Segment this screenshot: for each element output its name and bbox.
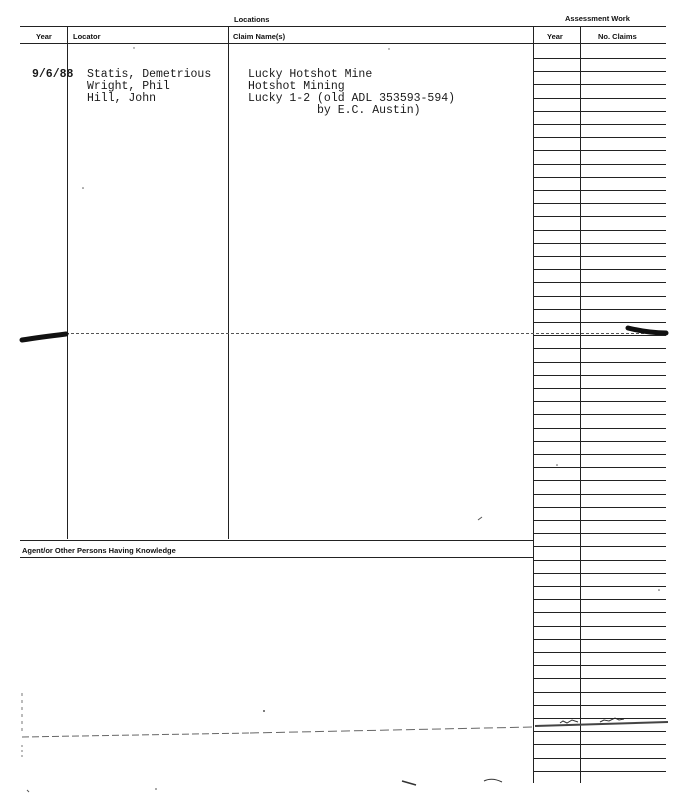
claim-names-column-header: Claim Name(s): [233, 32, 286, 41]
agent-header-rule: [20, 557, 534, 558]
assessment-row-rule: [534, 441, 666, 442]
assessment-row-rule: [534, 626, 666, 627]
assessment-row-rule: [534, 71, 666, 72]
assessment-row-rule: [534, 124, 666, 125]
assessment-row-rule: [534, 428, 666, 429]
agent-label: Agent/or Other Persons Having Knowledge: [22, 546, 176, 555]
assessment-row-rule: [534, 573, 666, 574]
assessment-row-rule: [534, 520, 666, 521]
assessment-row-rule: [534, 98, 666, 99]
assessment-work-header: Assessment Work: [565, 14, 630, 23]
assessment-row-rule: [534, 111, 666, 112]
assessment-row-rule: [534, 454, 666, 455]
assessment-row-rule: [534, 507, 666, 508]
assessment-row-rule: [534, 612, 666, 613]
claim-name: Lucky Hotshot Mine: [248, 68, 373, 81]
assessment-row-rule: [534, 652, 666, 653]
assessment-row-rule: [534, 758, 666, 759]
assessment-row-rule: [534, 177, 666, 178]
assessment-row-rule: [534, 480, 666, 481]
assessment-row-rule: [534, 401, 666, 402]
assessment-row-rule: [534, 599, 666, 600]
assessment-row-rule: [534, 678, 666, 679]
locations-header: Locations: [234, 15, 270, 24]
year-column-header: Year: [36, 32, 52, 41]
assessment-row-rule: [534, 348, 666, 349]
assessment-row-rule: [534, 269, 666, 270]
assessment-row-rule: [534, 309, 666, 310]
assessment-row-rule: [534, 216, 666, 217]
assessment-row-rule: [534, 137, 666, 138]
assessment-row-rule: [534, 335, 666, 336]
claim-name: by E.C. Austin): [248, 104, 421, 117]
assessment-row-rule: [534, 375, 666, 376]
assessment-row-rule: [534, 282, 666, 283]
assessment-row-rule: [534, 533, 666, 534]
assessment-row-rule: [534, 731, 666, 732]
assessment-row-rule: [534, 414, 666, 415]
aw-year-column-header: Year: [547, 32, 563, 41]
assessment-row-rule: [534, 362, 666, 363]
locator-column-header: Locator: [73, 32, 101, 41]
assessment-row-rule: [534, 203, 666, 204]
assessment-row-rule: [534, 150, 666, 151]
assessment-row-rule: [534, 494, 666, 495]
assessment-row-rule: [534, 560, 666, 561]
aw-no-claims-column-header: No. Claims: [598, 32, 637, 41]
assessment-row-rule: [534, 467, 666, 468]
locator-name: Wright, Phil: [87, 80, 170, 93]
agent-top-rule: [20, 540, 534, 541]
assessment-row-rule: [534, 58, 666, 59]
assessment-row-rule: [534, 665, 666, 666]
assessment-row-rule: [534, 744, 666, 745]
assessment-row-rule: [534, 388, 666, 389]
assessment-row-rule: [534, 190, 666, 191]
assessment-row-rule: [534, 84, 666, 85]
assessment-row-rule: [534, 546, 666, 547]
locator-name: Statis, Demetrious: [87, 68, 212, 81]
entry-year: 9/6/88: [32, 68, 74, 81]
assessment-row-rule: [534, 586, 666, 587]
locator-name: Hill, John: [87, 92, 157, 105]
assessment-row-rule: [534, 230, 666, 231]
assessment-row-rule: [534, 164, 666, 165]
assessment-row-rule: [534, 692, 666, 693]
claim-name: Hotshot Mining: [248, 80, 345, 93]
claim-name: Lucky 1-2 (old ADL 353593-594): [248, 92, 456, 105]
assessment-row-rule: [534, 771, 666, 772]
assessment-row-rule: [534, 718, 666, 719]
assessment-row-rule: [534, 322, 666, 323]
assessment-row-rule: [534, 639, 666, 640]
assessment-row-rule: [534, 705, 666, 706]
assessment-row-rule: [534, 243, 666, 244]
assessment-row-rule: [534, 296, 666, 297]
assessment-row-rule: [534, 256, 666, 257]
